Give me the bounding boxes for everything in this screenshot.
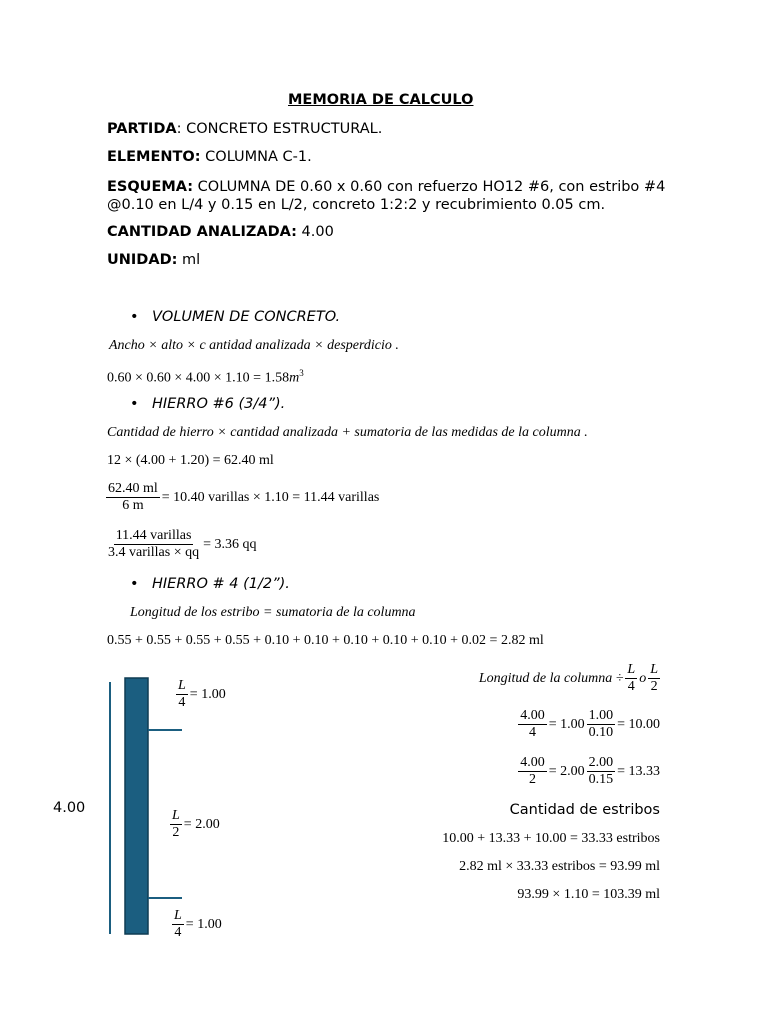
unidad-line: [107, 252, 200, 268]
elemento-label: ELEMENTO:: [107, 149, 201, 165]
frac-denominator: 3.4 varillas × qq: [108, 545, 200, 561]
hierro6-formula: Cantidad de hierro × cantidad analizada + sumatoria de las medidas de la columna .: [107, 425, 588, 440]
hierro4-calc: 0.55 + 0.55 + 0.55 + 0.55 + 0.10 + 0.10 + 0.10 + 0.10 + 0.10 + 0.02 = 2.82 ml: [107, 633, 544, 648]
frac-numerator: 4.00: [518, 755, 547, 772]
document-title: MEMORIA DE CALCULO: [288, 92, 474, 108]
section-concreto-heading: [130, 309, 340, 325]
frac-denominator: 4: [627, 679, 635, 695]
hierro6-calc3-rest: = 3.36 qq: [203, 536, 257, 552]
frac-numerator: 4.00: [518, 708, 547, 725]
section-hierro4-heading: [130, 576, 290, 592]
frac-denominator: 0.10: [588, 725, 614, 741]
frac-denominator: 4: [528, 725, 536, 741]
hierro4-formula: Longitud de los estribo = sumatoria de la columna: [130, 605, 416, 620]
partida-line: [107, 121, 382, 137]
calc1-frac-b: [587, 708, 616, 741]
esquema-value: COLUMNA DE 0.60 x 0.60 con refuerzo HO12 #6, con estribo #4 @0.10 en L/4 y 0.15 en L/2, concreto 1:2:2 y recubrimiento 0.05 cm.: [107, 179, 666, 213]
column-shape: [125, 678, 148, 934]
unidad-value: ml: [177, 252, 201, 268]
cantidad-estribos-label: Cantidad de estribos: [509, 802, 660, 818]
frac-numerator: L: [172, 908, 184, 925]
longitud-frac1: [625, 662, 637, 695]
frac-numerator: L: [625, 662, 637, 679]
calc2-end: = 13.33: [617, 763, 660, 779]
hierro6-frac1: [106, 481, 160, 514]
concreto-calc-text: 0.60 × 0.60 × 4.00 × 1.10 = 1.58: [107, 370, 290, 386]
frac-numerator: 11.44 varillas: [114, 528, 194, 545]
frac-numerator: L: [648, 662, 660, 679]
calc2-frac-a: [518, 755, 547, 788]
segment-bottom-frac: [172, 908, 184, 941]
frac-numerator: 62.40 ml: [106, 481, 160, 498]
hierro6-frac2: [106, 528, 201, 561]
esquema-line: [107, 178, 667, 214]
bullet-icon: •: [130, 309, 139, 325]
frac-denominator: 6 m: [122, 498, 144, 514]
frac-numerator: 2.00: [587, 755, 616, 772]
calc1-frac-a: [518, 708, 547, 741]
esquema-label: ESQUEMA:: [107, 179, 194, 195]
elemento-line: [107, 149, 312, 165]
longitud-o: o: [639, 670, 647, 686]
bullet-icon: •: [130, 396, 139, 412]
concreto-calc-exp: 3: [299, 368, 304, 378]
segment-top-label: [176, 678, 226, 711]
calc1-end: = 10.00: [617, 716, 660, 732]
partida-value: : CONCRETO ESTRUCTURAL.: [176, 121, 383, 137]
segment-mid-frac: [170, 808, 182, 841]
segment-top-value: = 1.00: [189, 686, 226, 702]
cantidad-label: CANTIDAD ANALIZADA:: [107, 224, 297, 240]
partida-label: PARTIDA: [107, 121, 177, 137]
section-hierro6-heading: [130, 396, 285, 412]
calc2-mid: = 2.00: [548, 763, 585, 779]
hierro6-calc2: [106, 481, 379, 514]
calc1-mid: = 1.00: [548, 716, 585, 732]
hierro6-calc3: [106, 528, 257, 561]
estribos-mult: 2.82 ml × 33.33 estribos = 93.99 ml: [459, 859, 660, 874]
unidad-label: UNIDAD:: [107, 252, 178, 268]
estribos-sum: 10.00 + 13.33 + 10.00 = 33.33 estribos: [442, 831, 660, 846]
frac-numerator: L: [170, 808, 182, 825]
bullet-icon: •: [130, 576, 139, 592]
segment-bottom-label: [172, 908, 222, 941]
segment-mid-value: = 2.00: [183, 816, 220, 832]
concreto-calc: [107, 368, 304, 387]
calc2-frac-b: [587, 755, 616, 788]
cantidad-line: [107, 224, 334, 240]
section-concreto-label: VOLUMEN DE CONCRETO.: [152, 309, 341, 325]
longitud-text: Longitud de la columna ÷: [478, 670, 624, 686]
frac-numerator: 1.00: [587, 708, 616, 725]
segment-bottom-value: = 1.00: [185, 916, 222, 932]
estribos-calc-2: [518, 755, 660, 788]
frac-denominator: 4: [178, 695, 186, 711]
frac-numerator: L: [176, 678, 188, 695]
frac-denominator: 0.15: [588, 772, 614, 788]
hierro6-calc2-rest: = 10.40 varillas × 1.10 = 11.44 varillas: [161, 489, 380, 505]
frac-denominator: 2: [528, 772, 536, 788]
segment-mid-label: [170, 808, 220, 841]
frac-denominator: 2: [172, 825, 180, 841]
hierro6-calc1: 12 × (4.00 + 1.20) = 62.40 ml: [107, 453, 274, 468]
longitud-columna-line: [479, 662, 660, 695]
concreto-formula: Ancho × alto × c antidad analizada × desperdicio .: [109, 338, 399, 353]
section-hierro6-label: HIERRO #6 (3/4”).: [152, 396, 286, 412]
estribos-final: 93.99 × 1.10 = 103.39 ml: [517, 887, 660, 902]
longitud-frac2: [648, 662, 660, 695]
elemento-value: COLUMNA C-1.: [200, 149, 312, 165]
column-height-label: 4.00: [53, 800, 86, 816]
frac-denominator: 4: [174, 925, 182, 941]
section-hierro4-label: HIERRO # 4 (1/2”).: [152, 576, 290, 592]
cantidad-value: 4.00: [296, 224, 334, 240]
concreto-calc-unit: m: [289, 370, 300, 386]
segment-top-frac: [176, 678, 188, 711]
frac-denominator: 2: [650, 679, 658, 695]
estribos-calc-1: [518, 708, 660, 741]
